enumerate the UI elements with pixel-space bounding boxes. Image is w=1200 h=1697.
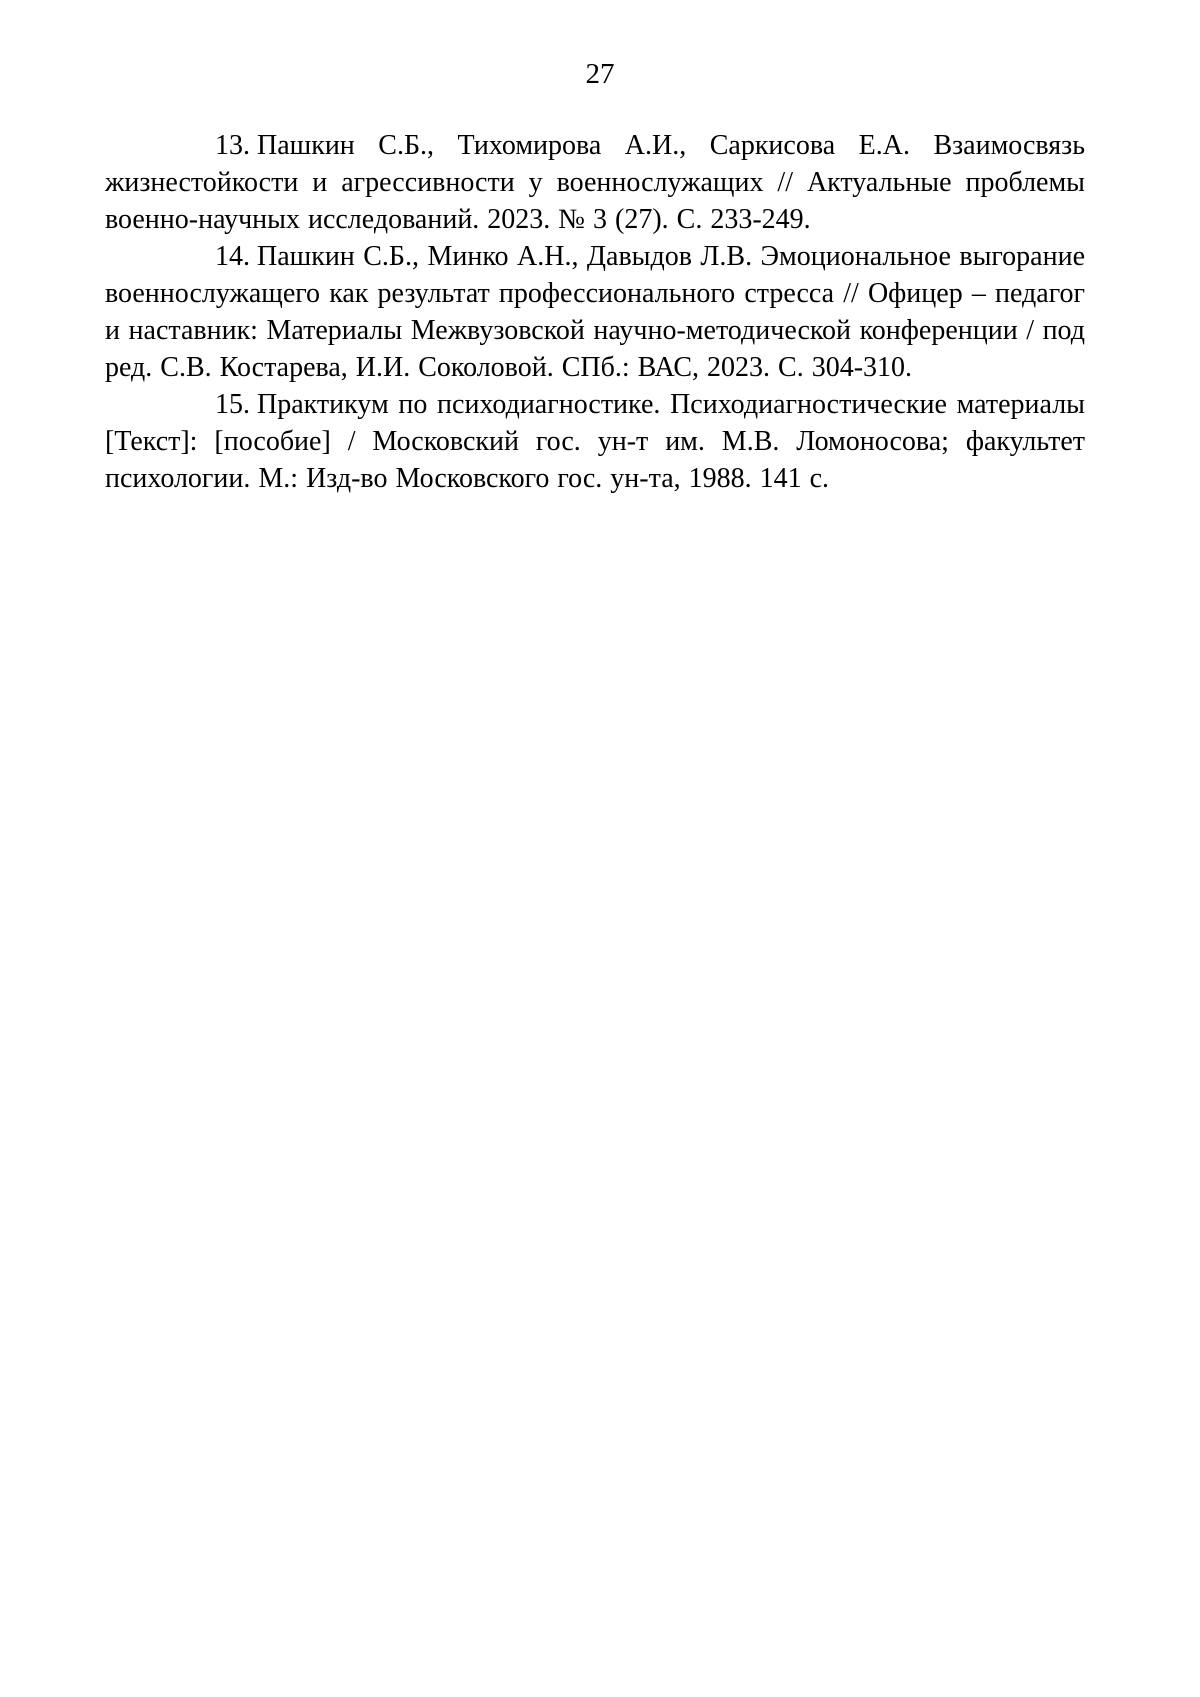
reference-number: 15. [215,389,250,420]
reference-number: 14. [215,241,250,272]
reference-entry [105,386,1085,497]
page-number: 27 [585,58,615,90]
reference-entry [105,238,1085,386]
reference-text: Практикум по психодиагностике. Психодиагностические материалы [Текст]: [пособие] / Московский гос. ун-т им. М.В. Ломоносова; факультет психологии. М.: Изд-во Московского гос. ун-та, 1988. 141 с. [105,389,1085,494]
reference-text: Пашкин С.Б., Минко А.Н., Давыдов Л.В. Эмоциональное выгорание военнослужащего как результат профессионального стресса // Офицер – педагог и наставник: Материалы Межвузовской научно-методической конференции / под ред. С.В. Костарева, И.И. Соколовой. СПб.: ВАС, 2023. С. 304-310. [105,241,1085,383]
reference-text: Пашкин С.Б., Тихомирова А.И., Саркисова Е.А. Взаимосвязь жизнестойкости и агрессивности у военнослужащих // Актуальные проблемы военно-научных исследований. 2023. № 3 (27). С. 233-249. [105,130,1085,235]
reference-list [0,127,1200,497]
reference-entry [105,127,1085,238]
reference-number: 13. [215,130,250,161]
